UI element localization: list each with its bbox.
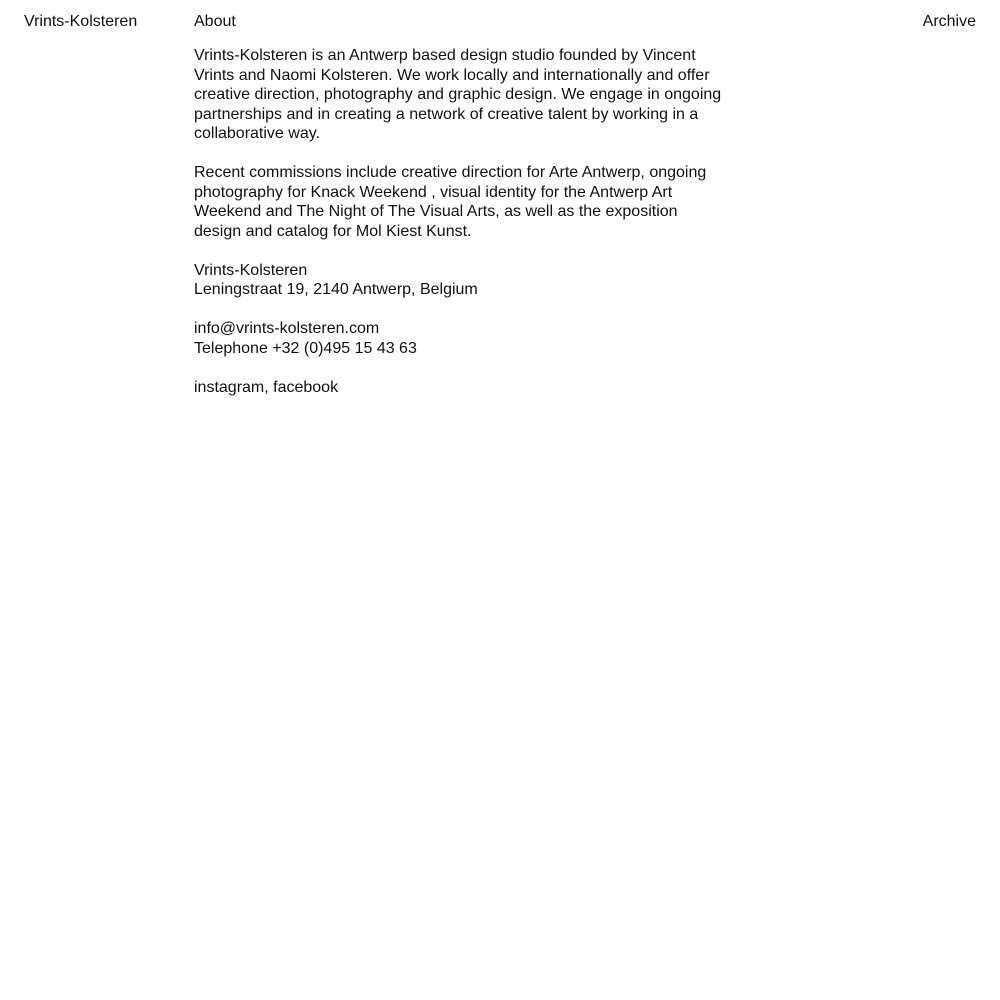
telephone-text: Telephone +32 (0)495 15 43 63 <box>194 339 417 357</box>
commissions-paragraph: Recent commissions include creative direction for Arte Antwerp, ongoing photography for Knack Weekend , visual identity for the Antwerp Art Weekend and The Night of The Visual Arts, as well as the exposition design and catalog for Mol Kiest Kunst. <box>194 164 707 240</box>
social-links <box>194 378 724 398</box>
contact-block <box>194 319 724 358</box>
email-link[interactable]: info@vrints-kolsteren.com <box>194 320 380 337</box>
facebook-link[interactable]: facebook <box>273 378 339 396</box>
intro-paragraph: Vrints-Kolsteren is an Antwerp based design studio founded by Vincent Vrints and Naomi Kolsteren. We work locally and internationally and offer creative direction, photography and graphic design. We engage in ongoing partnerships and in creating a network of creative talent by working in a collaborative way. <box>194 47 722 142</box>
about-content <box>194 46 724 417</box>
nav-archive-link[interactable]: Archive <box>922 13 976 30</box>
address-block <box>194 261 724 300</box>
instagram-link[interactable]: instagram <box>194 378 265 396</box>
nav-about-link[interactable]: About <box>194 13 236 30</box>
address-name: Vrints-Kolsteren <box>194 261 308 279</box>
social-separator: , <box>264 378 274 396</box>
logo-link[interactable]: Vrints-Kolsteren <box>24 13 138 30</box>
address-street: Leningstraat 19, 2140 Antwerp, Belgium <box>194 281 478 298</box>
